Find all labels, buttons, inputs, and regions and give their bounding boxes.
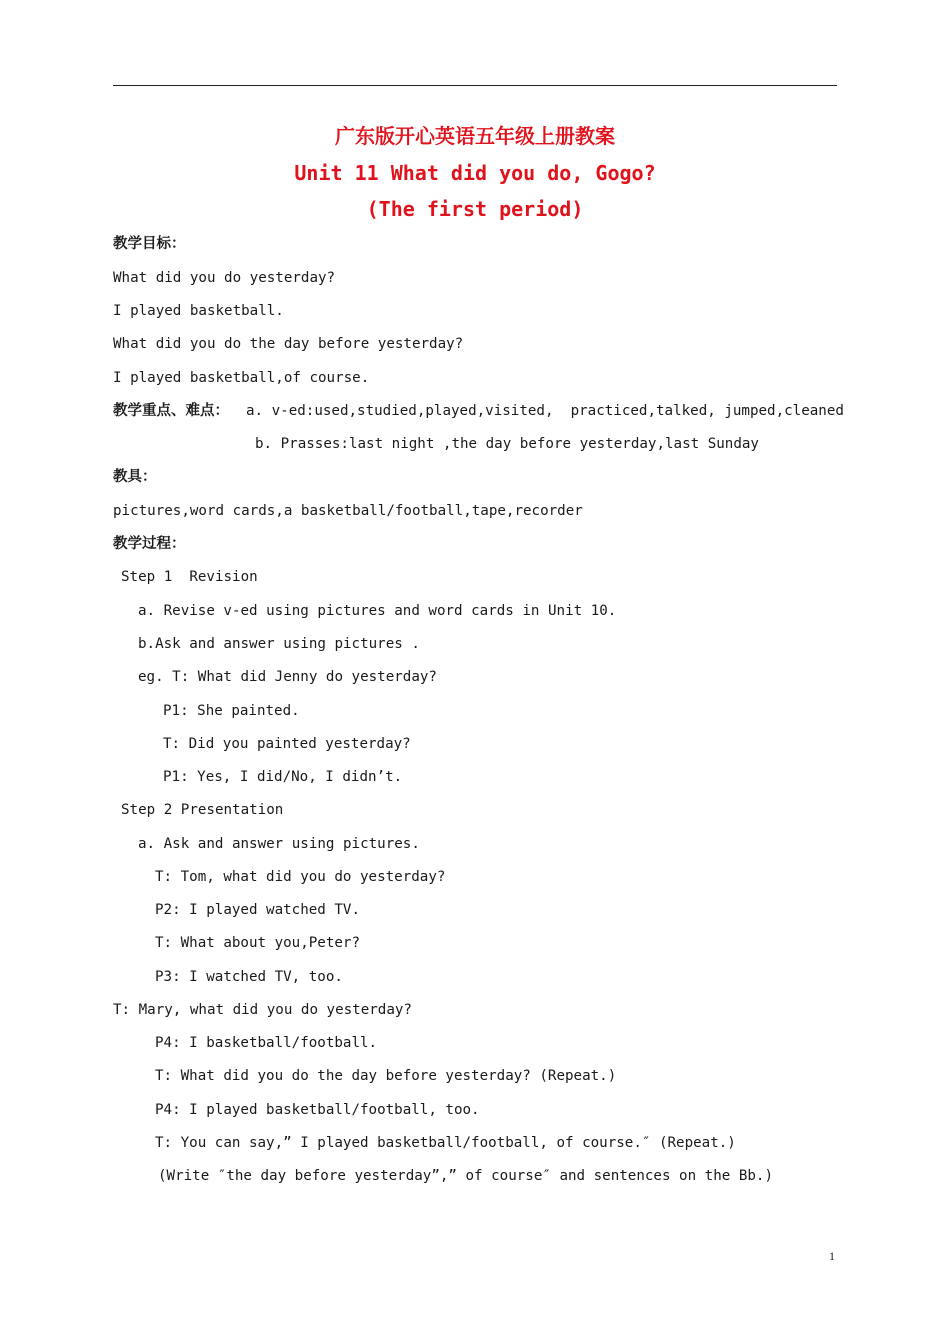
dialogue-line: P4: I played basketball/football, too. <box>155 1102 480 1118</box>
dialogue-line: T: What did you do the day before yesterday? (Repeat.) <box>155 1068 617 1084</box>
dialogue-line: T: What about you,Peter? <box>155 935 360 951</box>
objectives-label: 教学目标： <box>113 236 186 252</box>
key-points-label: 教学重点、难点： <box>113 403 229 419</box>
process-line: b.Ask and answer using pictures . <box>138 636 420 652</box>
key-points-item-b: b. Prasses:last night ,the day before yesterday,last Sunday <box>255 436 759 452</box>
dialogue-line: P2: I played watched TV. <box>155 902 360 918</box>
doc-title-chinese: 广东版开心英语五年级上册教案 <box>335 124 615 148</box>
dialogue-line: P1: She painted. <box>163 703 300 719</box>
page-number: 1 <box>829 1249 835 1263</box>
dialogue-line: T: Did you painted yesterday? <box>163 736 411 752</box>
dialogue-line: T: Tom, what did you do yesterday? <box>155 869 446 885</box>
objective-line: I played basketball,of course. <box>113 370 370 386</box>
process-line: a. Ask and answer using pictures. <box>138 836 420 852</box>
objective-line: I played basketball. <box>113 303 284 319</box>
process-label: 教学过程： <box>113 536 186 552</box>
objective-line: What did you do the day before yesterday? <box>113 336 464 352</box>
doc-title-period: (The first period) <box>366 197 584 221</box>
step-heading: Step 2 Presentation <box>121 802 284 818</box>
dialogue-line: P1: Yes, I did/No, I didn’t. <box>163 769 403 785</box>
dialogue-line: T: You can say,” I played basketball/football, of course.″ (Repeat.) <box>155 1135 736 1151</box>
process-line: eg. T: What did Jenny do yesterday? <box>138 669 437 685</box>
board-note: (Write ″the day before yesterday”,” of course″ and sentences on the Bb.) <box>158 1168 773 1184</box>
dialogue-line: P4: I basketball/football. <box>155 1035 378 1051</box>
aids-text: pictures,word cards,a basketball/football,tape,recorder <box>113 503 583 519</box>
key-points-item-a: a. v-ed:used,studied,played,visited, practiced,talked, jumped,cleaned <box>246 403 844 419</box>
dialogue-line: P3: I watched TV, too. <box>155 969 343 985</box>
objective-line: What did you do yesterday? <box>113 270 336 286</box>
doc-title-unit: Unit 11 What did you do, Gogo? <box>294 161 656 185</box>
process-line: a. Revise v-ed using pictures and word cards in Unit 10. <box>138 603 617 619</box>
header-rule <box>113 85 837 86</box>
step-heading: Step 1 Revision <box>121 569 258 585</box>
aids-label: 教具： <box>113 469 157 485</box>
dialogue-line: T: Mary, what did you do yesterday? <box>113 1002 412 1018</box>
